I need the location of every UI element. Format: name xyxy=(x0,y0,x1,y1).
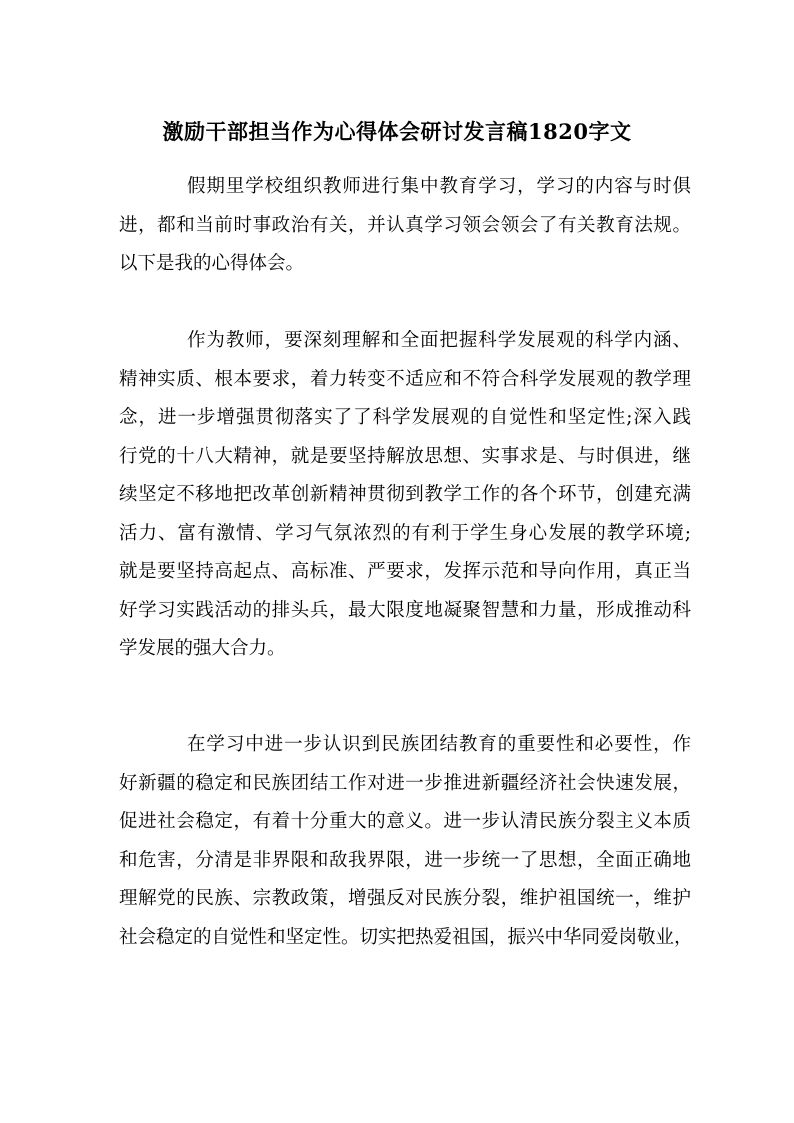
paragraph-line: 精神实质、根本要求，着力转变不适应和不符合科学发展观的教学理 xyxy=(119,368,691,390)
paragraph-line: 假期里学校组织教师进行集中教育学习，学习的内容与时俱 xyxy=(187,176,691,197)
paragraph-line: 在学习中进一步认识到民族团结教育的重要性和必要性，作 xyxy=(187,734,691,755)
paragraph-line: 促进社会稳定，有着十分重大的意义。进一步认清民族分裂主义本质 xyxy=(119,811,691,832)
paragraph-line: 学发展的强大合力。 xyxy=(119,638,286,659)
paragraph-line: 好新疆的稳定和民族团结工作对进一步推进新疆经济社会快速发展， xyxy=(119,772,691,794)
paragraph-2 xyxy=(119,322,691,669)
paragraph-3 xyxy=(119,726,691,957)
paragraph-line: 好学习实践活动的排头兵，最大限度地凝聚智慧和力量，形成推动科 xyxy=(119,599,691,621)
document-title: 激励干部担当作为心得体会研讨发言稿1820字文 xyxy=(162,119,632,144)
paragraph-line: 理解党的民族、宗教政策，增强反对民族分裂，维护祖国统一，维护 xyxy=(119,888,691,909)
paragraph-line: 行党的十八大精神，就是要坚持解放思想、实事求是、与时俱进，继 xyxy=(119,445,691,467)
paragraph-line: 念，进一步增强贯彻落实了了科学发展观的自觉性和坚定性;深入践 xyxy=(119,407,691,428)
paragraph-1 xyxy=(119,168,691,284)
paragraph-line: 以下是我的心得体会。 xyxy=(119,253,305,274)
paragraph-line: 续坚定不移地把改革创新精神贯彻到教学工作的各个环节，创建充满 xyxy=(119,484,691,505)
paragraph-line: 就是要坚持高起点、高标准、严要求，发挥示范和导向作用，真正当 xyxy=(119,561,691,582)
paragraph-line: 活力、富有激情、学习气氛浓烈的有利于学生身心发展的教学环境; xyxy=(119,522,691,544)
paragraph-line: 和危害，分清是非界限和敌我界限，进一步统一了思想，全面正确地 xyxy=(119,849,691,871)
paragraph-line: 社会稳定的自觉性和坚定性。切实把热爱祖国，振兴中华同爱岗敬业， xyxy=(119,926,693,948)
paragraph-line: 进，都和当前时事政治有关，并认真学习领会领会了有关教育法规。 xyxy=(119,214,691,236)
paragraph-line: 作为教师，要深刻理解和全面把握科学发展观的科学内涵、 xyxy=(187,330,691,351)
